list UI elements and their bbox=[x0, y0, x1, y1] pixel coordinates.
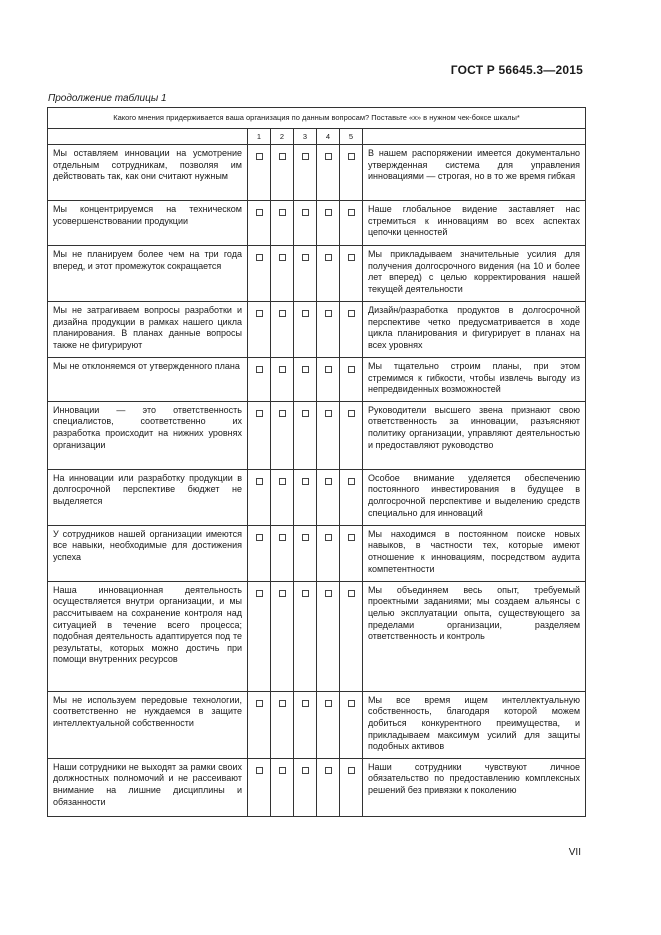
checkbox-2[interactable] bbox=[279, 767, 286, 774]
checkbox-2[interactable] bbox=[279, 410, 286, 417]
checkbox-1[interactable] bbox=[256, 254, 263, 261]
checkbox-4[interactable] bbox=[325, 254, 332, 261]
checkbox-1[interactable] bbox=[256, 209, 263, 216]
scale-cell-5 bbox=[340, 145, 363, 201]
checkbox-3[interactable] bbox=[302, 153, 309, 160]
checkbox-4[interactable] bbox=[325, 153, 332, 160]
document-code: ГОСТ Р 56645.3—2015 bbox=[450, 63, 583, 77]
right-statement: Мы находимся в постоянном поиске новых навыков, в частности тех, которые имеют отношение к инновациям, посредством аудита компетентности bbox=[363, 525, 586, 581]
checkbox-2[interactable] bbox=[279, 590, 286, 597]
checkbox-3[interactable] bbox=[302, 366, 309, 373]
right-statement: Мы все время ищем интеллектуальную собственность, благодаря которой можем добиться конкурентного преимущества, и прикладываем максимум усилий для защиты подобных активов bbox=[363, 691, 586, 758]
scale-cell-1 bbox=[248, 201, 271, 246]
checkbox-1[interactable] bbox=[256, 153, 263, 160]
checkbox-5[interactable] bbox=[348, 700, 355, 707]
checkbox-2[interactable] bbox=[279, 209, 286, 216]
checkbox-4[interactable] bbox=[325, 366, 332, 373]
scale-cell-1 bbox=[248, 758, 271, 816]
scale-cell-3 bbox=[294, 145, 317, 201]
table-row bbox=[48, 401, 586, 469]
checkbox-2[interactable] bbox=[279, 310, 286, 317]
scale-cell-3 bbox=[294, 525, 317, 581]
checkbox-4[interactable] bbox=[325, 534, 332, 541]
scale-cell-3 bbox=[294, 358, 317, 402]
scale-cell-2 bbox=[271, 358, 294, 402]
table-row bbox=[48, 691, 586, 758]
checkbox-1[interactable] bbox=[256, 478, 263, 485]
question-header: Какого мнения придерживается ваша организация по данным вопросам? Поставьте «x» в нужном чек-боксе шкалы* bbox=[48, 108, 586, 129]
checkbox-4[interactable] bbox=[325, 700, 332, 707]
left-statement: Мы оставляем инновации на усмотрение отдельным сотрудникам, позволяя им действовать так, как они считают нужным bbox=[48, 145, 248, 201]
scale-cell-1 bbox=[248, 246, 271, 302]
checkbox-2[interactable] bbox=[279, 366, 286, 373]
scale-cell-4 bbox=[317, 358, 340, 402]
scale-cell-1 bbox=[248, 302, 271, 358]
right-statement: Мы прикладываем значительные усилия для получения долгосрочного видения (на 10 и более лет вперед) с целью корректирования нашей текущей деятельности bbox=[363, 246, 586, 302]
scale-cell-3 bbox=[294, 302, 317, 358]
right-statement: Дизайн/разработка продуктов в долгосрочной перспективе четко предусматривается в ходе цикла планирования и фигурирует в планах на всех уровнях bbox=[363, 302, 586, 358]
scale-cell-5 bbox=[340, 201, 363, 246]
scale-cell-2 bbox=[271, 302, 294, 358]
left-statement: Наша инновационная деятельность осуществляется внутри организации, и мы рассчитываем на сохранение контроля над ситуацией в течение всего процесса; подобная деятельность адаптируется под те результаты, которых можно достичь при помощи внутренних ресурсов bbox=[48, 581, 248, 691]
right-statement: Наши сотрудники чувствуют личное обязательство по предоставлению комплексных решений без привязки к поколению bbox=[363, 758, 586, 816]
scale-cell-5 bbox=[340, 246, 363, 302]
checkbox-5[interactable] bbox=[348, 534, 355, 541]
scale-cell-4 bbox=[317, 302, 340, 358]
scale-cell-2 bbox=[271, 581, 294, 691]
scale-label-4: 4 bbox=[317, 129, 340, 145]
right-statement: Наше глобальное видение заставляет нас стремиться к инновациям во всех аспектах цепочки ценностей bbox=[363, 201, 586, 246]
scale-cell-3 bbox=[294, 581, 317, 691]
left-statement: Наши сотрудники не выходят за рамки своих должностных полномочий и не рассеивают внимание на лишние дисциплины и обязанности bbox=[48, 758, 248, 816]
scale-cell-2 bbox=[271, 201, 294, 246]
checkbox-5[interactable] bbox=[348, 254, 355, 261]
scale-cell-2 bbox=[271, 145, 294, 201]
scale-cell-4 bbox=[317, 758, 340, 816]
table-row bbox=[48, 246, 586, 302]
right-statement: В нашем распоряжении имеется документально утвержденная система для управления инновациями — строгая, но в то же время гибкая bbox=[363, 145, 586, 201]
table-caption: Продолжение таблицы 1 bbox=[48, 93, 167, 104]
checkbox-3[interactable] bbox=[302, 209, 309, 216]
checkbox-2[interactable] bbox=[279, 534, 286, 541]
checkbox-5[interactable] bbox=[348, 209, 355, 216]
left-statement: Мы не используем передовые технологии, соответственно не нуждаемся в защите интеллектуальной собственности bbox=[48, 691, 248, 758]
checkbox-1[interactable] bbox=[256, 366, 263, 373]
checkbox-2[interactable] bbox=[279, 153, 286, 160]
scale-cell-2 bbox=[271, 758, 294, 816]
header-blank-right bbox=[363, 129, 586, 145]
table-row bbox=[48, 145, 586, 201]
checkbox-5[interactable] bbox=[348, 767, 355, 774]
scale-cell-1 bbox=[248, 145, 271, 201]
checkbox-3[interactable] bbox=[302, 310, 309, 317]
scale-cell-5 bbox=[340, 358, 363, 402]
scale-label-1: 1 bbox=[248, 129, 271, 145]
checkbox-1[interactable] bbox=[256, 700, 263, 707]
left-statement: На инновации или разработку продукции в долгосрочной перспективе бюджет не выделяется bbox=[48, 469, 248, 525]
checkbox-5[interactable] bbox=[348, 366, 355, 373]
checkbox-3[interactable] bbox=[302, 254, 309, 261]
scale-cell-5 bbox=[340, 691, 363, 758]
scale-cell-3 bbox=[294, 758, 317, 816]
scale-cell-1 bbox=[248, 469, 271, 525]
right-statement: Руководители высшего звена признают свою ответственность за инновации, разъясняют политику организации, управляют деятельностью и предоставляют руководство bbox=[363, 401, 586, 469]
scale-cell-4 bbox=[317, 201, 340, 246]
checkbox-3[interactable] bbox=[302, 700, 309, 707]
checkbox-3[interactable] bbox=[302, 590, 309, 597]
scale-cell-2 bbox=[271, 246, 294, 302]
scale-cell-2 bbox=[271, 401, 294, 469]
scale-cell-5 bbox=[340, 469, 363, 525]
checkbox-5[interactable] bbox=[348, 310, 355, 317]
scale-cell-4 bbox=[317, 246, 340, 302]
scale-cell-4 bbox=[317, 145, 340, 201]
checkbox-2[interactable] bbox=[279, 700, 286, 707]
scale-cell-4 bbox=[317, 469, 340, 525]
table-row bbox=[48, 302, 586, 358]
checkbox-5[interactable] bbox=[348, 590, 355, 597]
scale-cell-1 bbox=[248, 581, 271, 691]
table-row bbox=[48, 469, 586, 525]
checkbox-3[interactable] bbox=[302, 767, 309, 774]
scale-cell-3 bbox=[294, 469, 317, 525]
scale-cell-4 bbox=[317, 401, 340, 469]
checkbox-3[interactable] bbox=[302, 410, 309, 417]
scale-cell-4 bbox=[317, 525, 340, 581]
scale-cell-2 bbox=[271, 525, 294, 581]
checkbox-4[interactable] bbox=[325, 410, 332, 417]
table-row bbox=[48, 525, 586, 581]
scale-label-2: 2 bbox=[271, 129, 294, 145]
left-statement: У сотрудников нашей организации имеются все навыки, необходимые для достижения успеха bbox=[48, 525, 248, 581]
table-row bbox=[48, 358, 586, 402]
checkbox-3[interactable] bbox=[302, 478, 309, 485]
checkbox-1[interactable] bbox=[256, 590, 263, 597]
checkbox-5[interactable] bbox=[348, 478, 355, 485]
checkbox-3[interactable] bbox=[302, 534, 309, 541]
checkbox-5[interactable] bbox=[348, 410, 355, 417]
checkbox-1[interactable] bbox=[256, 767, 263, 774]
scale-cell-1 bbox=[248, 401, 271, 469]
checkbox-2[interactable] bbox=[279, 478, 286, 485]
left-statement: Инновации — это ответственность специалистов, соответственно их разработка происходит на нижних уровнях организации bbox=[48, 401, 248, 469]
checkbox-1[interactable] bbox=[256, 310, 263, 317]
scale-cell-1 bbox=[248, 358, 271, 402]
scale-cell-3 bbox=[294, 401, 317, 469]
checkbox-5[interactable] bbox=[348, 153, 355, 160]
assessment-table bbox=[47, 107, 586, 817]
scale-cell-3 bbox=[294, 246, 317, 302]
checkbox-2[interactable] bbox=[279, 254, 286, 261]
scale-cell-2 bbox=[271, 469, 294, 525]
header-blank-left bbox=[48, 129, 248, 145]
scale-cell-4 bbox=[317, 581, 340, 691]
checkbox-4[interactable] bbox=[325, 767, 332, 774]
scale-label-3: 3 bbox=[294, 129, 317, 145]
table-row bbox=[48, 758, 586, 816]
scale-cell-5 bbox=[340, 302, 363, 358]
checkbox-4[interactable] bbox=[325, 478, 332, 485]
scale-cell-1 bbox=[248, 525, 271, 581]
scale-cell-5 bbox=[340, 525, 363, 581]
checkbox-1[interactable] bbox=[256, 534, 263, 541]
checkbox-1[interactable] bbox=[256, 410, 263, 417]
left-statement: Мы концентрируемся на техническом усовершенствовании продукции bbox=[48, 201, 248, 246]
left-statement: Мы не отклоняемся от утвержденного плана bbox=[48, 358, 248, 402]
left-statement: Мы не планируем более чем на три года вперед, и этот промежуток сокращается bbox=[48, 246, 248, 302]
checkbox-4[interactable] bbox=[325, 310, 332, 317]
scale-cell-4 bbox=[317, 691, 340, 758]
page-number: VII bbox=[568, 847, 581, 858]
right-statement: Мы тщательно строим планы, при этом стремимся к гибкости, чтобы извлечь выгоду из непредвиденных возможностей bbox=[363, 358, 586, 402]
scale-cell-3 bbox=[294, 201, 317, 246]
right-statement: Особое внимание уделяется обеспечению постоянного инвестирования в будущее в долгосрочной перспективе и выделению средств специально для инноваций bbox=[363, 469, 586, 525]
table-row bbox=[48, 581, 586, 691]
left-statement: Мы не затрагиваем вопросы разработки и дизайна продукции в рамках нашего цикла планирования. В планах данные вопросы также не фигурируют bbox=[48, 302, 248, 358]
scale-cell-5 bbox=[340, 401, 363, 469]
right-statement: Мы объединяем весь опыт, требуемый проектными заданиями; мы создаем альянсы с целью эксплуатации опыта, существующего за пределами организации, разделяем ответственность и контроль bbox=[363, 581, 586, 691]
scale-label-5: 5 bbox=[340, 129, 363, 145]
scale-cell-5 bbox=[340, 758, 363, 816]
checkbox-4[interactable] bbox=[325, 209, 332, 216]
scale-cell-5 bbox=[340, 581, 363, 691]
scale-cell-1 bbox=[248, 691, 271, 758]
table-row bbox=[48, 201, 586, 246]
checkbox-4[interactable] bbox=[325, 590, 332, 597]
scale-cell-2 bbox=[271, 691, 294, 758]
scale-cell-3 bbox=[294, 691, 317, 758]
